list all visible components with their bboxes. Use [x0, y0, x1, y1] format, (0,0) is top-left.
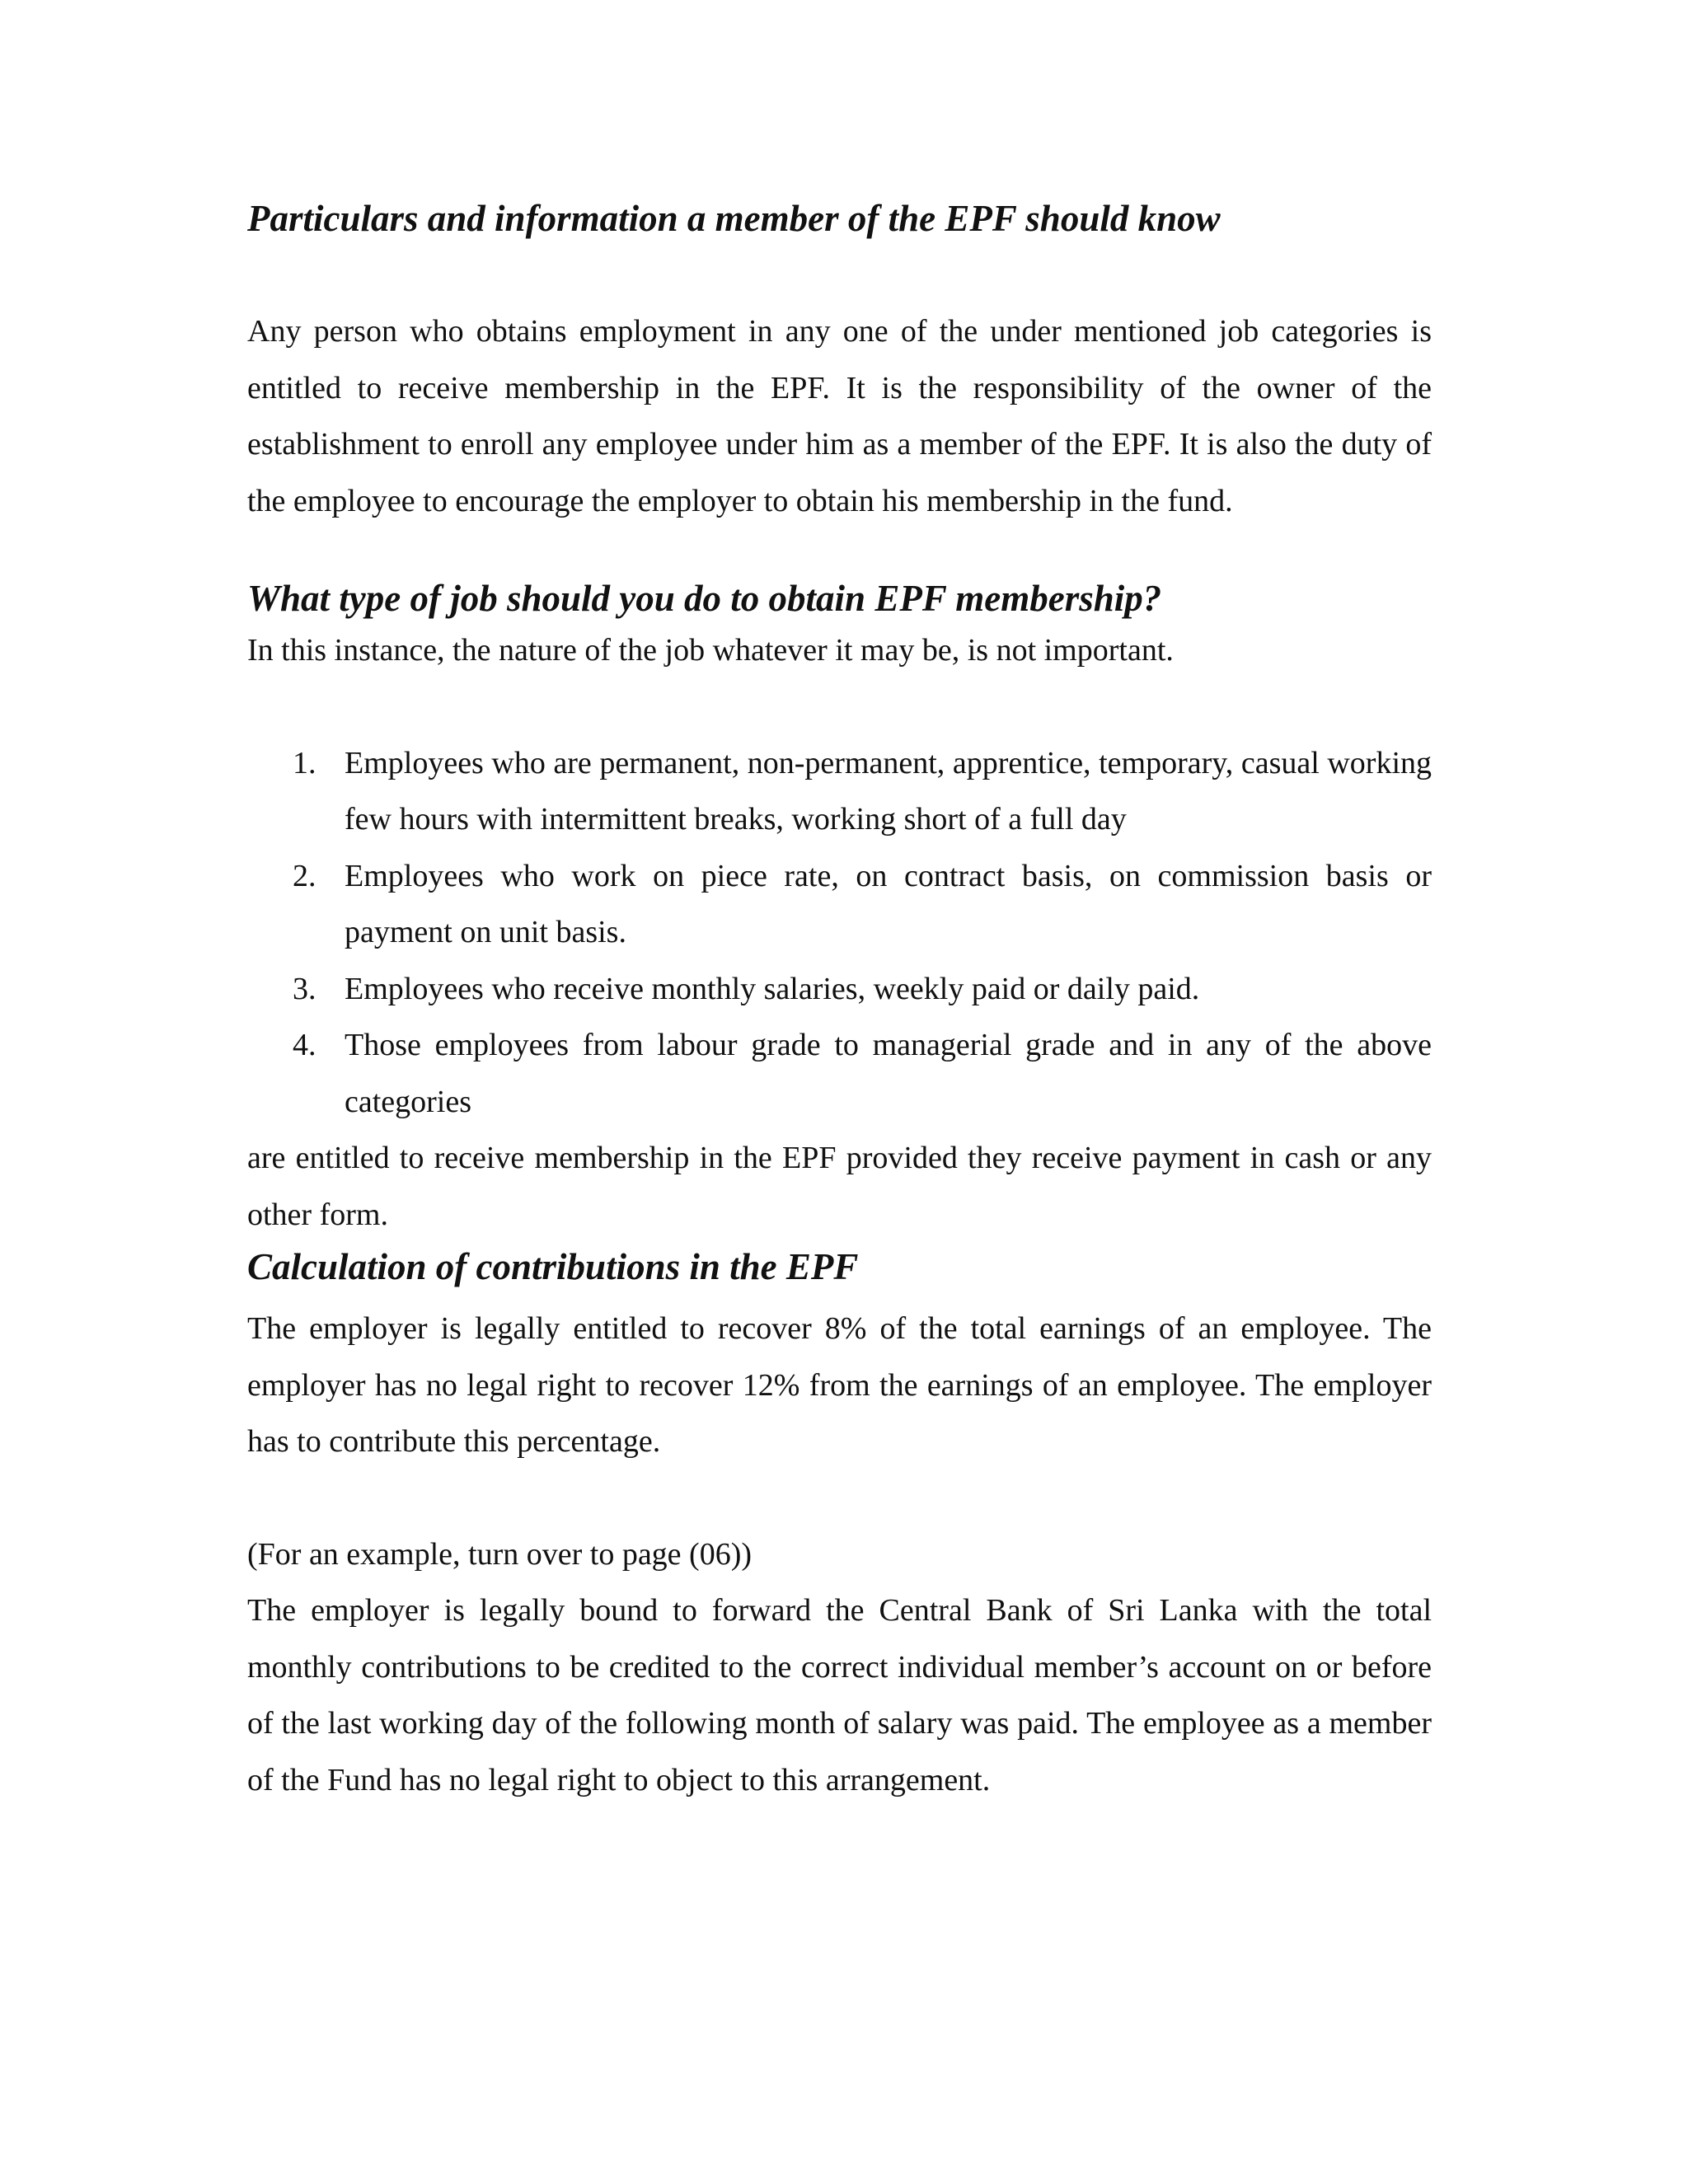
section-heading-contributions: Calculation of contributions in the EPF	[247, 1246, 859, 1287]
list-item-number: 4.	[293, 1028, 316, 1062]
list-item-text: Employees who work on piece rate, on contract basis, on commission basis or payment on unit basis.	[345, 858, 1432, 949]
page-title: Particulars and information a member of the EPF should know	[247, 198, 1221, 239]
section-lead-paragraph: In this instance, the nature of the job whatever it may be, is not important.	[247, 633, 1174, 668]
example-note: (For an example, turn over to page (06))	[247, 1536, 753, 1572]
list-item	[247, 1017, 1432, 1130]
document-content	[247, 194, 1432, 1808]
list-item	[247, 848, 1432, 961]
job-category-list	[247, 735, 1432, 1131]
list-item-number: 3.	[293, 971, 316, 1006]
list-closing-paragraph: are entitled to receive membership in the EPF provided they receive payment in cash or any other form.	[247, 1141, 1432, 1232]
remittance-paragraph: The employer is legally bound to forward the Central Bank of Sri Lanka with the total monthly contributions to be credited to the correct individual member’s account on or before of the last working day of the following month of salary was paid. The employee as a member of the Fund has no legal right to object to this arrangement.	[247, 1593, 1432, 1797]
list-item-text: Employees who are permanent, non-permanent, apprentice, temporary, casual working few hours with intermittent breaks, working short of a full day	[345, 745, 1432, 837]
list-item	[247, 735, 1432, 848]
contributions-paragraph: The employer is legally entitled to recover 8% of the total earnings of an employee. The employer has no legal right to recover 12% from the earnings of an employee. The employer has to contribute this percentage.	[247, 1311, 1432, 1459]
list-item-number: 1.	[293, 745, 316, 780]
list-item	[247, 961, 1432, 1018]
list-item-number: 2.	[293, 858, 316, 893]
intro-paragraph: Any person who obtains employment in any one of the under mentioned job categories is entitled to receive membership in the EPF. It is the responsibility of the owner of the establishment to enroll any employee under him as a member of the EPF. It is also the duty of the employee to encourage the employer to obtain his membership in the fund.	[247, 314, 1432, 518]
section-heading-job-type: What type of job should you do to obtain EPF membership?	[247, 578, 1162, 619]
list-item-text: Employees who receive monthly salaries, weekly paid or daily paid.	[345, 971, 1200, 1006]
list-item-text: Those employees from labour grade to managerial grade and in any of the above categories	[345, 1028, 1432, 1119]
